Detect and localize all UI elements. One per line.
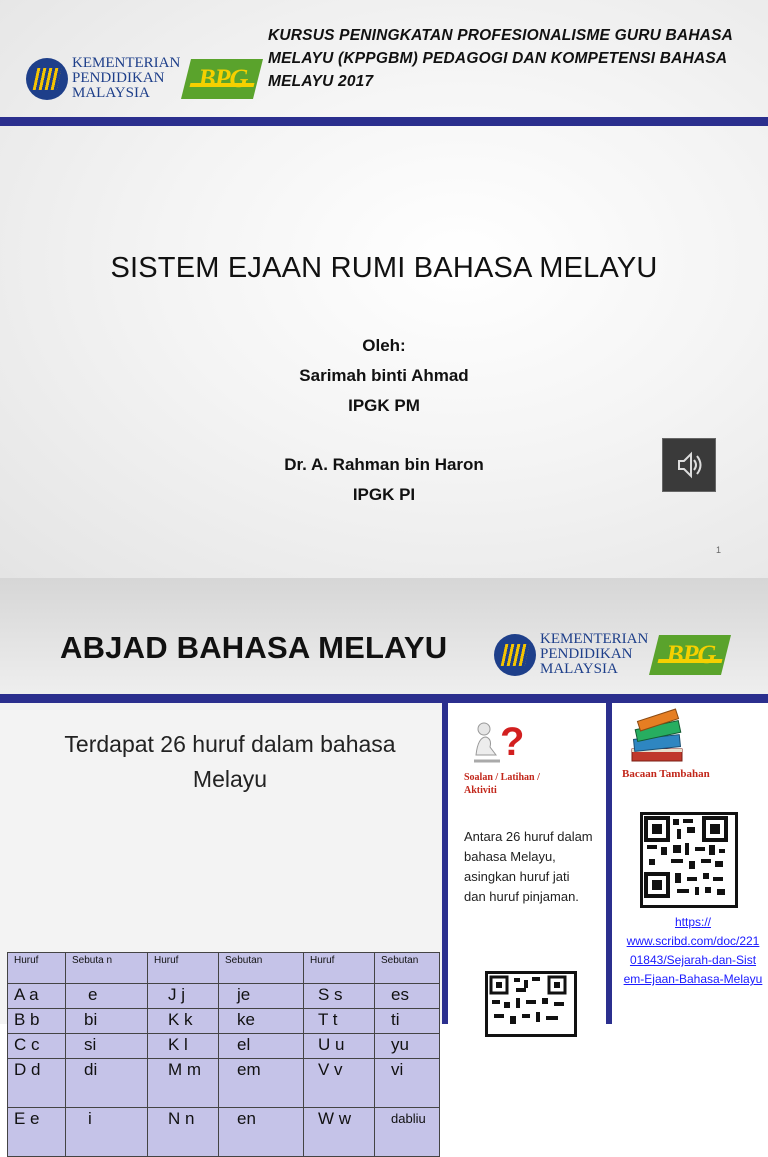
- ministry-logo-text: [540, 632, 648, 677]
- table-row: [8, 1034, 440, 1059]
- table-cell: yu: [375, 1034, 440, 1059]
- course-header: [268, 24, 764, 93]
- table-cell: ti: [375, 1009, 440, 1034]
- ministry-logo-text: [72, 56, 180, 101]
- table-cell: C c: [8, 1034, 66, 1059]
- table-row: [8, 1009, 440, 1034]
- question-person-icon: [466, 715, 526, 767]
- institution-2: IPGK PI: [352, 485, 416, 504]
- table-cell: en: [219, 1108, 304, 1157]
- header-huruf: Huruf: [8, 953, 66, 984]
- table-cell: di: [66, 1059, 148, 1108]
- institution-1: IPGK PM: [348, 396, 420, 415]
- table-cell: K l: [148, 1034, 219, 1059]
- logo-line-2: PENDIDIKAN: [72, 70, 165, 86]
- table-cell: T t: [304, 1009, 375, 1034]
- table-cell: em: [219, 1059, 304, 1108]
- table-cell: dabliu: [375, 1108, 440, 1157]
- table-cell: V v: [304, 1059, 375, 1108]
- table-cell: vi: [375, 1059, 440, 1108]
- link-line[interactable]: www.scribd.com/doc/221: [626, 934, 760, 948]
- scribd-link[interactable]: [618, 913, 768, 989]
- logo-line-3: MALAYSIA: [72, 85, 150, 101]
- header-sebutan: Sebuta n: [66, 953, 148, 984]
- link-line[interactable]: em-Ejaan-Bahasa-Melayu: [623, 972, 763, 986]
- table-cell: B b: [8, 1009, 66, 1034]
- header-huruf: Huruf: [148, 953, 219, 984]
- qr-code-small-icon[interactable]: [485, 971, 577, 1037]
- table-cell: E e: [8, 1108, 66, 1157]
- table-cell: N n: [148, 1108, 219, 1157]
- table-cell: A a: [8, 984, 66, 1009]
- header-divider-2: [0, 694, 768, 703]
- course-header-line-3: MELAYU 2017: [268, 73, 374, 90]
- svg-text:?: ?: [500, 720, 525, 764]
- page-number: 1: [716, 545, 722, 555]
- author-2: Dr. A. Rahman bin Haron: [284, 455, 484, 474]
- audio-speaker-icon[interactable]: [662, 438, 716, 492]
- table-row: [8, 984, 440, 1009]
- table-cell: bi: [66, 1009, 148, 1034]
- table-cell: U u: [304, 1034, 375, 1059]
- question-text: Antara 26 huruf dalam bahasa Melayu, asingkan huruf jati dan huruf pinjaman.: [464, 829, 593, 904]
- table-row: [8, 1059, 440, 1108]
- header-sebutan: Sebutan: [375, 953, 440, 984]
- header-divider: [0, 117, 768, 126]
- logo-line-1: KEMENTERIAN: [540, 631, 649, 647]
- logo-line-3: MALAYSIA: [540, 661, 618, 677]
- ministry-emblem-icon: [26, 58, 68, 100]
- activity-panel: [448, 703, 606, 1024]
- intro-text: Terdapat 26 huruf dalam bahasa Melayu: [64, 731, 396, 792]
- bpg-logo: [186, 59, 258, 99]
- header-huruf: Huruf: [304, 953, 375, 984]
- table-cell: K k: [148, 1009, 219, 1034]
- table-cell: si: [66, 1034, 148, 1059]
- table-cell: J j: [148, 984, 219, 1009]
- bpg-logo: [654, 635, 726, 675]
- bacaan-label: Bacaan Tambahan: [622, 768, 710, 780]
- table-cell: e: [66, 984, 148, 1009]
- table-cell: i: [66, 1108, 148, 1157]
- table-cell: W w: [304, 1108, 375, 1157]
- table-cell: S s: [304, 984, 375, 1009]
- ministry-emblem-icon: [494, 634, 536, 676]
- soalan-label: Soalan / Latihan / Aktiviti: [464, 772, 540, 796]
- books-icon: [628, 713, 688, 769]
- logo-line-1: KEMENTERIAN: [72, 55, 181, 71]
- slide-title: SISTEM EJAAN RUMI BAHASA MELAYU: [110, 252, 658, 284]
- ministry-logo-2: [494, 632, 726, 677]
- logo-line-2: PENDIDIKAN: [540, 646, 633, 662]
- alphabet-table: [7, 952, 440, 1157]
- header-sebutan: Sebutan: [219, 953, 304, 984]
- alphabet-panel: [0, 703, 442, 1128]
- slide-2-title: ABJAD BAHASA MELAYU: [60, 630, 448, 665]
- link-line[interactable]: 01843/Sejarah-dan-Sist: [629, 953, 757, 967]
- link-line[interactable]: https://: [674, 915, 712, 929]
- slide-1: [0, 0, 768, 578]
- course-header-line-1: KURSUS PENINGKATAN PROFESIONALISME GURU BAHASA: [268, 27, 734, 44]
- table-cell: je: [219, 984, 304, 1009]
- table-header-row: [8, 953, 440, 984]
- ministry-logo: [26, 56, 258, 101]
- table-cell: ke: [219, 1009, 304, 1034]
- reading-panel: [612, 703, 768, 1024]
- bpg-logo-text: BPG: [198, 63, 248, 93]
- qr-code-icon[interactable]: [640, 812, 738, 908]
- bpg-logo-text: BPG: [666, 639, 716, 669]
- table-row: [8, 1108, 440, 1157]
- slide-2: [0, 578, 768, 1128]
- table-cell: el: [219, 1034, 304, 1059]
- table-cell: es: [375, 984, 440, 1009]
- table-cell: M m: [148, 1059, 219, 1108]
- course-header-line-2: MELAYU (KPPGBM) PEDAGOGI DAN KOMPETENSI BAHASA: [268, 50, 728, 67]
- oleh-label: Oleh:: [362, 336, 406, 355]
- table-cell: D d: [8, 1059, 66, 1108]
- author-1: Sarimah binti Ahmad: [299, 366, 469, 385]
